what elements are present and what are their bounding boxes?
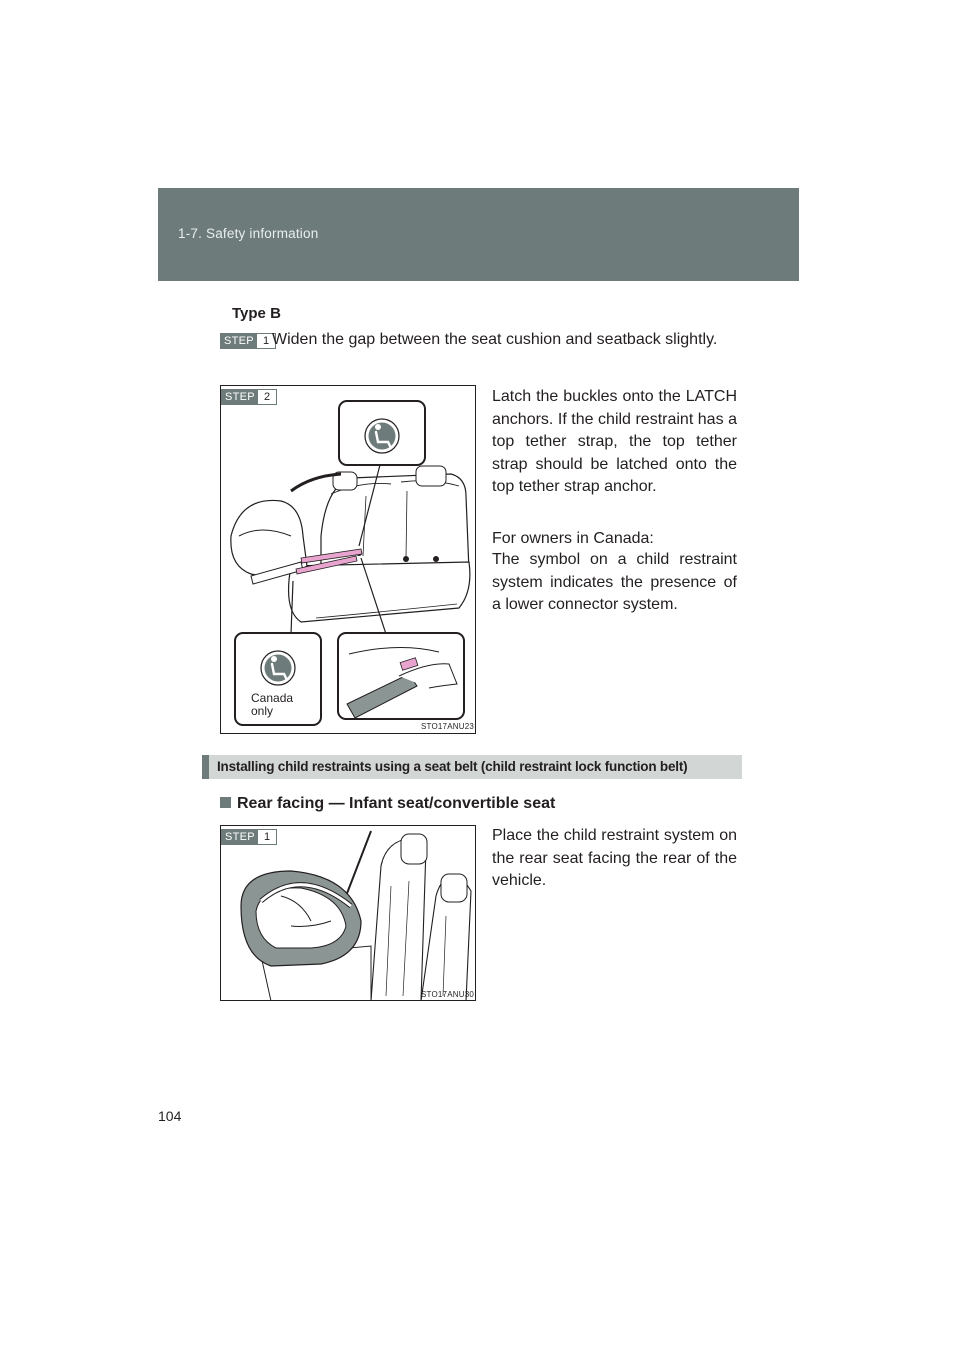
- page-number: 104: [158, 1108, 182, 1124]
- buckle-closeup-callout: [337, 632, 465, 720]
- step-badge-number: 1: [257, 334, 275, 348]
- step1-badge: [220, 333, 276, 349]
- subhead-text: Rear facing — Infant seat/convertible seat: [237, 795, 556, 812]
- figure-code: STO17ANU30: [421, 990, 474, 999]
- canada-only-label: [251, 692, 293, 718]
- square-bullet-icon: [220, 797, 231, 808]
- header-band: [158, 188, 799, 281]
- infant-seat-illustration: [221, 826, 476, 1001]
- seat-belt-section-title: Installing child restraints using a seat belt (child restraint lock function belt): [202, 755, 742, 779]
- buckle-closeup-illustration: [339, 634, 465, 720]
- canada-label-line1: Canada: [251, 691, 294, 705]
- step-badge-label: STEP: [221, 334, 257, 348]
- canada-label-line2: only: [251, 704, 274, 718]
- type-b-label: Type B: [232, 305, 281, 322]
- step2-paragraph1: Latch the buckles onto the LATCH anchors. If the child restraint has a top tether strap, the top tether strap should be latched onto the top tether strap anchor.: [492, 388, 737, 495]
- infant-seat-figure: [220, 825, 476, 1001]
- latch-symbol-callout: [338, 400, 426, 466]
- step-badge-label: STEP: [222, 390, 258, 404]
- figure-code: STO17ANU23: [421, 722, 474, 731]
- step-badge-number: 1: [258, 830, 276, 844]
- step2-canada-text: The symbol on a child restraint system indicates the presence of a lower connector system.: [492, 551, 737, 613]
- child-seat-symbol-icon: [340, 402, 426, 466]
- canada-only-callout: [234, 632, 322, 726]
- latch-anchors-figure: [220, 385, 476, 734]
- canada-child-seat-symbol-icon: [236, 634, 322, 692]
- seat-belt-step1-text: Place the child restraint system on the rear seat facing the rear of the vehicle.: [492, 827, 737, 889]
- step1-text: Widen the gap between the seat cushion and seatback slightly.: [272, 331, 718, 348]
- section-header-title: 1-7. Safety information: [178, 226, 319, 241]
- rear-facing-subhead: [220, 795, 555, 813]
- step-badge-number: 2: [258, 390, 276, 404]
- step-badge-label: STEP: [222, 830, 258, 844]
- step2-canada-heading: For owners in Canada:: [492, 530, 654, 547]
